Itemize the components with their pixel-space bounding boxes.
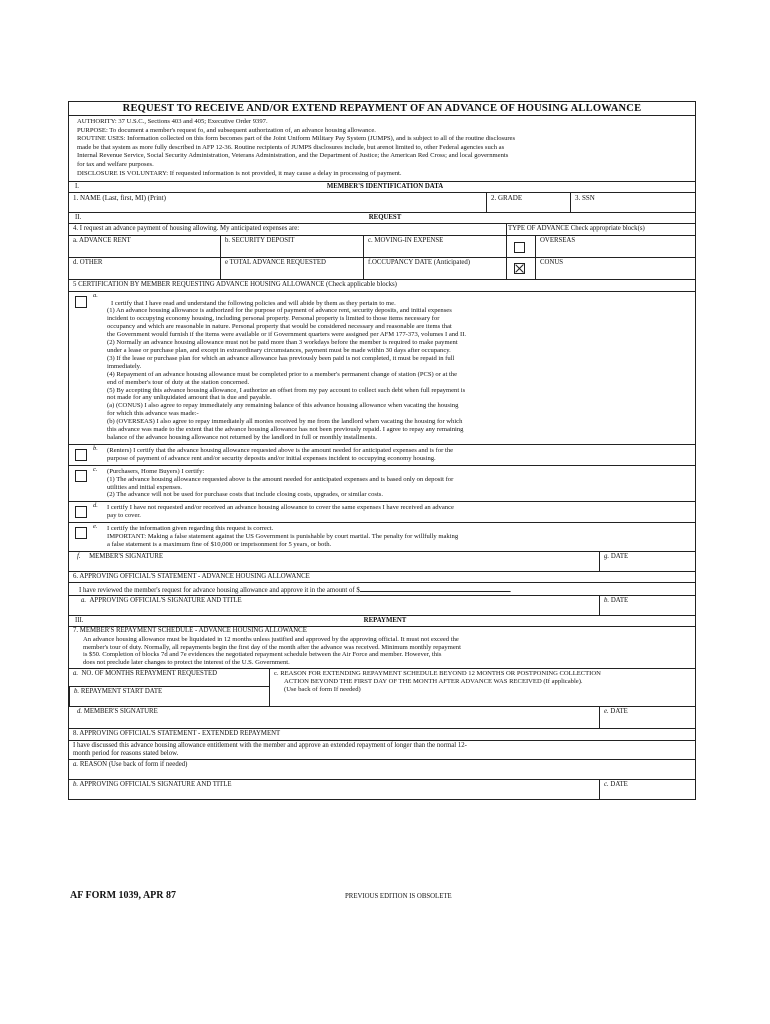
approve-amount-statement: I have reviewed the member's request for advance housing allowance and approve it in the amount of $	[79, 587, 360, 595]
repayment-text-line: member's tour of duty. Normally, all repayments begin the first day of the month after the advance was received. Minimum monthly repayment	[83, 643, 461, 651]
cert-a-line: immediately.	[107, 362, 142, 370]
advance-rent-field[interactable]	[69, 236, 220, 257]
reason-field[interactable]	[69, 760, 695, 779]
conus-label: CONUS	[535, 258, 695, 279]
member-id-row	[69, 192, 695, 212]
moving-in-expense-field[interactable]	[363, 236, 506, 257]
section-6-header: 6. APPROVING OFFICIAL'S STATEMENT - ADVANCE HOUSING ALLOWANCE	[73, 572, 310, 580]
cert-a-letter: a.	[93, 291, 98, 299]
request-row	[69, 223, 695, 235]
cert-d-line: pay to cover.	[107, 512, 141, 520]
section-1-header	[69, 181, 695, 192]
repayment-start-date-field[interactable]	[69, 687, 269, 706]
member-signature-label: MEMBER'S SIGNATURE	[89, 552, 164, 560]
repayment-text-line: does not preclude later changes to protect the interest of the U.S. Government.	[83, 659, 290, 667]
extension-reason-field[interactable]	[269, 669, 695, 706]
extension-reason-line: ACTION BEYOND THE FIRST DAY OF THE MONTH AFTER ADVANCE WAS RECEIVED (If applicable).	[284, 678, 583, 686]
approving-signature-letter: a.	[81, 597, 87, 605]
repayment-member-signature-label: MEMBER'S SIGNATURE	[83, 708, 158, 716]
authority-block	[69, 115, 695, 181]
extended-signature-label: APPROVING OFFICIAL'S SIGNATURE AND TITLE	[79, 780, 232, 788]
name-field[interactable]	[69, 193, 486, 212]
total-advance-label: e TOTAL ADVANCE REQUESTED	[225, 259, 326, 267]
routine-uses-line: for tax and welfare purposes.	[77, 160, 154, 168]
cert-e-line: I certify the information given regarding this request is correct.	[107, 525, 274, 533]
purpose-line: PURPOSE: To document a member's request fo, and subsequent authorization of, an advance housing allowance.	[77, 126, 376, 134]
type-of-advance-label: TYPE OF ADVANCE Check appropriate block(s)	[506, 224, 695, 235]
cert-a-line: (1) An advance housing allowance is authorized for the purpose of payment of advance rent, security deposits, and initial expenses	[107, 307, 452, 315]
extended-date-label: DATE	[610, 780, 628, 788]
cert-b-checkbox[interactable]	[75, 449, 87, 461]
cert-a-line: end of member's tour of duty at the station concerned.	[107, 378, 250, 386]
months-requested-field[interactable]	[69, 669, 269, 687]
cert-c-checkbox[interactable]	[75, 470, 87, 482]
cert-c-letter: c.	[93, 465, 98, 473]
repayment-signature-row	[69, 706, 695, 728]
extended-signature-letter: b.	[73, 780, 79, 788]
cert-c-line: utilities and initial expenses.	[107, 483, 183, 491]
routine-uses-line: Internal Revenue Service, Social Security Administration, Veterans Administration, and the Department of Justice; the American Red Cross; and local governments	[77, 152, 509, 160]
certification-d	[69, 501, 695, 522]
certification-e	[69, 522, 695, 551]
cert-a-line: for which this advance was made:-	[107, 410, 199, 418]
repayment-date-label: DATE	[610, 708, 628, 716]
cert-a-line: balance of the advance housing allowance not returned by the landlord in full or monthly installments.	[107, 433, 377, 441]
extended-date-field[interactable]	[599, 780, 695, 799]
section-2-number: II.	[75, 214, 82, 222]
overseas-checkbox[interactable]	[514, 242, 525, 253]
section-8-header-row	[69, 728, 695, 739]
cert-a-line: incident to occupying economy housing, including personal property. Personal property is limited to those items necessary for	[107, 315, 440, 323]
cert-a-line: (4) Repayment of an advance housing allowance must be completed prior to a member's permanent change of station (PCS) or at the	[107, 370, 457, 378]
security-deposit-label: b. SECURITY DEPOSIT	[225, 237, 295, 245]
expense-row-1	[69, 235, 695, 257]
form-id: AF FORM 1039, APR 87	[70, 890, 177, 901]
repayment-text-line: is $50. Completion of blocks 7d and 7e evidences the negotiated repayment schedule between the Air Force and member. However, this	[83, 651, 442, 659]
certification-header: 5 CERTIFICATION BY MEMBER REQUESTING ADVANCE HOUSING ALLOWANCE (Check applicable blocks)	[73, 281, 397, 289]
member-signature-letter: f.	[77, 552, 81, 560]
certification-b	[69, 444, 695, 465]
cert-e-checkbox[interactable]	[75, 527, 87, 539]
approving-signature-field[interactable]	[69, 596, 599, 615]
expense-row-2	[69, 257, 695, 279]
cert-a-line: I certify that I have read and understand the following policies and will abide by them as they pertain to me.	[111, 299, 396, 307]
form-title-row	[69, 102, 695, 115]
other-expense-label: d. OTHER	[73, 259, 103, 267]
member-date-letter: g.	[604, 552, 610, 560]
certification-c	[69, 465, 695, 502]
repayment-schedule-header: 7. MEMBER'S REPAYMENT SCHEDULE - ADVANCE HOUSING ALLOWANCE	[73, 627, 307, 635]
section-6-header-row	[69, 571, 695, 582]
repayment-text-line: An advance housing allowance must be liquidated in 12 months unless justified and approved by the approving official. It must not exceed the	[83, 635, 459, 643]
cert-e-letter: e.	[93, 523, 98, 531]
reason-label: REASON (Use back of form if needed)	[79, 760, 188, 768]
form-title: REQUEST TO RECEIVE AND/OR EXTEND REPAYMENT OF AN ADVANCE OF HOUSING ALLOWANCE	[122, 103, 642, 114]
request-statement: 4. I request an advance payment of housing allowing. My anticipated expenses are:	[73, 225, 300, 233]
cert-c-line: (2) The advance will not be used for purchase costs that include closing costs, upgrades, or similar costs.	[107, 491, 384, 499]
disclosure-line: DISCLOSURE IS VOLUNTARY: If requested information is not provided, it may cause a delay in processing of payment.	[77, 169, 402, 177]
member-signature-field[interactable]	[69, 552, 599, 571]
overseas-label: OVERSEAS	[535, 236, 695, 257]
routine-uses-line: ROUTINE USES: Information collected on this form becomes part of the Joint Uniform Military Pay System (JUMPS), and is subject to all of the routine disclosures	[77, 135, 516, 143]
repayment-date-letter: e.	[604, 708, 609, 716]
form-footer	[70, 890, 696, 902]
cert-a-line: (b) (OVERSEAS) I also agree to repay immediately all monies received by me from the landlord when vacating the housing for which	[107, 418, 463, 426]
other-expense-field[interactable]	[69, 258, 220, 279]
advance-rent-label: a. ADVANCE RENT	[73, 237, 131, 245]
certification-a	[69, 291, 695, 444]
conus-checkbox[interactable]	[514, 263, 525, 274]
approving-signature-label: APPROVING OFFICIAL'S SIGNATURE AND TITLE	[89, 597, 242, 605]
grade-label: 2. GRADE	[491, 194, 523, 203]
grade-field[interactable]	[486, 193, 570, 212]
approving-date-letter: b.	[604, 597, 610, 605]
ssn-field[interactable]	[570, 193, 695, 212]
cert-a-line: (3) If the lease or purchase plan for which an advance allowance has previously been paid is not completed, it must be repaid in full	[107, 354, 455, 362]
moving-in-expense-label: c. MOVING-IN EXPENSE	[368, 237, 444, 245]
cert-a-line: (2) Normally an advance housing allowance must not be paid more than 3 workdays before the member is required to make payment	[107, 339, 458, 347]
total-advance-field[interactable]	[220, 258, 363, 279]
cert-e-line: IMPORTANT: Making a false statement against the US Government is punishable by court martial. The penalty for willfully making	[107, 533, 459, 541]
repayment-fields-row	[69, 668, 695, 706]
cert-c-line: (1) The advance housing allowance requested above is the amount needed for anticipated expenses and is based only on deposit for	[107, 475, 454, 483]
cert-a-checkbox[interactable]	[75, 296, 87, 308]
extended-signature-field[interactable]	[69, 780, 599, 799]
cert-d-letter: d.	[93, 502, 98, 510]
authority-line: AUTHORITY: 37 U.S.C., Sections 403 and 405; Executive Order 9397.	[77, 118, 268, 125]
approving-signature-row	[69, 595, 695, 615]
section-3-title: REPAYMENT	[363, 617, 407, 625]
security-deposit-field[interactable]	[220, 236, 363, 257]
section-1-title: MEMBER'S IDENTIFICATION DATA	[326, 183, 444, 191]
section-6-statement-row: I have reviewed the member's request for advance housing allowance and approve it in the amount of $ .	[69, 582, 695, 595]
section-2-title: REQUEST	[368, 214, 402, 222]
approving-date-label: DATE	[610, 597, 629, 605]
section-2-header	[69, 212, 695, 223]
certification-header-row	[69, 279, 695, 290]
cert-a-line: under a lease or purchase plan, and except in extraordinary circumstances, payment must be made within 30 days after occupancy.	[107, 347, 451, 354]
cert-d-checkbox[interactable]	[75, 506, 87, 518]
housing-allowance-form	[68, 101, 696, 800]
reason-row	[69, 759, 695, 779]
reason-letter: a.	[73, 760, 79, 768]
member-signature-date-field[interactable]	[599, 552, 695, 571]
section-3-header	[69, 615, 695, 626]
routine-uses-line: made be that system as more fully described in AFP 12-36. Routine recipients of JUMPS disclosures include, but arenot limited to, other Federal agencies such as	[77, 143, 505, 151]
cert-a-line: (a) (CONUS) I also agree to repay immediately any remaining balance of this advance housing allowance when vacating the housing	[107, 402, 459, 410]
ssn-label: 3. SSN	[575, 194, 595, 203]
extended-date-letter: c.	[604, 780, 609, 788]
cert-a-line: (5) By accepting this advance housing allowance, I authorize an offset from my pay account to collect such debt when full repayment is	[107, 386, 466, 394]
section-3-number: III.	[75, 617, 84, 625]
repayment-schedule-row	[69, 626, 695, 668]
repayment-member-signature-field[interactable]	[69, 707, 599, 728]
cert-a-line: occupancy and which are reasonable in nature. Personal property that would be considered necessary and reasonable are items that	[107, 323, 452, 331]
start-date-letter: b.	[74, 688, 80, 696]
section-1-number: I.	[75, 183, 79, 191]
name-label: 1. NAME (Last, first, MI) (Print)	[73, 194, 166, 203]
section-8-header: 8. APPROVING OFFICIAL'S STATEMENT - EXTENDED REPAYMENT	[73, 730, 281, 738]
repayment-start-date-label: REPAYMENT START DATE	[80, 688, 163, 696]
cert-d-line: I certify I have not requested and/or received an advance housing allowance to cover the same expenses I have received an advance	[107, 504, 454, 512]
extension-reason-line: (Use back of form If needed)	[284, 686, 361, 694]
cert-a-line: not made for any unliquidated amount that is due and payable.	[107, 394, 272, 402]
approving-date-field[interactable]	[599, 596, 695, 615]
extended-repayment-text-line: month period for reasons stated below.	[73, 749, 179, 757]
cert-a-line: this advance was made to the extent that the advance housing allowance has not been previously repaid. I agree to repay any remaining	[107, 426, 464, 434]
cert-c-line: (Purchasers, Home Buyers) I certify:	[107, 467, 205, 475]
extended-repayment-text-line: I have discussed this advance housing allowance entitlement with the member and approve an extended repayment of longer than the normal 12-	[73, 741, 467, 749]
repayment-signature-letter: d.	[77, 708, 83, 716]
cert-b-letter: b.	[93, 444, 98, 452]
months-requested-letter: a.	[73, 670, 79, 678]
approve-amount-field[interactable]	[360, 584, 510, 592]
section-8-text-row	[69, 740, 695, 759]
occupancy-date-label: f.OCCUPANCY DATE (Anticipated)	[368, 259, 471, 267]
cert-e-line: a false statement is a maximum fine of $10,000 or imprisonment for 5 years, or both.	[107, 540, 332, 548]
cert-b-line: (Renters) I certify that the advance housing allowance requested above is the amount needed for anticipated expenses and is for the	[107, 446, 454, 454]
member-signature-row	[69, 551, 695, 571]
previous-edition-note: PREVIOUS EDITION IS OBSOLETE	[345, 893, 452, 900]
extension-reason-line: c. REASON FOR EXTENDING REPAYMENT SCHEDULE BEYOND 12 MONTHS OR POSTPONING COLLECTION	[274, 670, 601, 678]
cert-a-line: the Government would furnish if the items were available or if Government quarters were assigned per AFM 177-373, volumes I and II.	[107, 331, 467, 339]
cert-b-line: purpose of payment of advance rent and/or security deposits and/or initial expenses incident to occupying economy housing.	[107, 454, 436, 462]
occupancy-date-field[interactable]	[363, 258, 506, 279]
months-requested-label: NO. OF MONTHS REPAYMENT REQUESTED	[81, 670, 218, 678]
extended-signature-row	[69, 779, 695, 799]
member-date-label: DATE	[610, 552, 629, 560]
repayment-date-field[interactable]	[599, 707, 695, 728]
